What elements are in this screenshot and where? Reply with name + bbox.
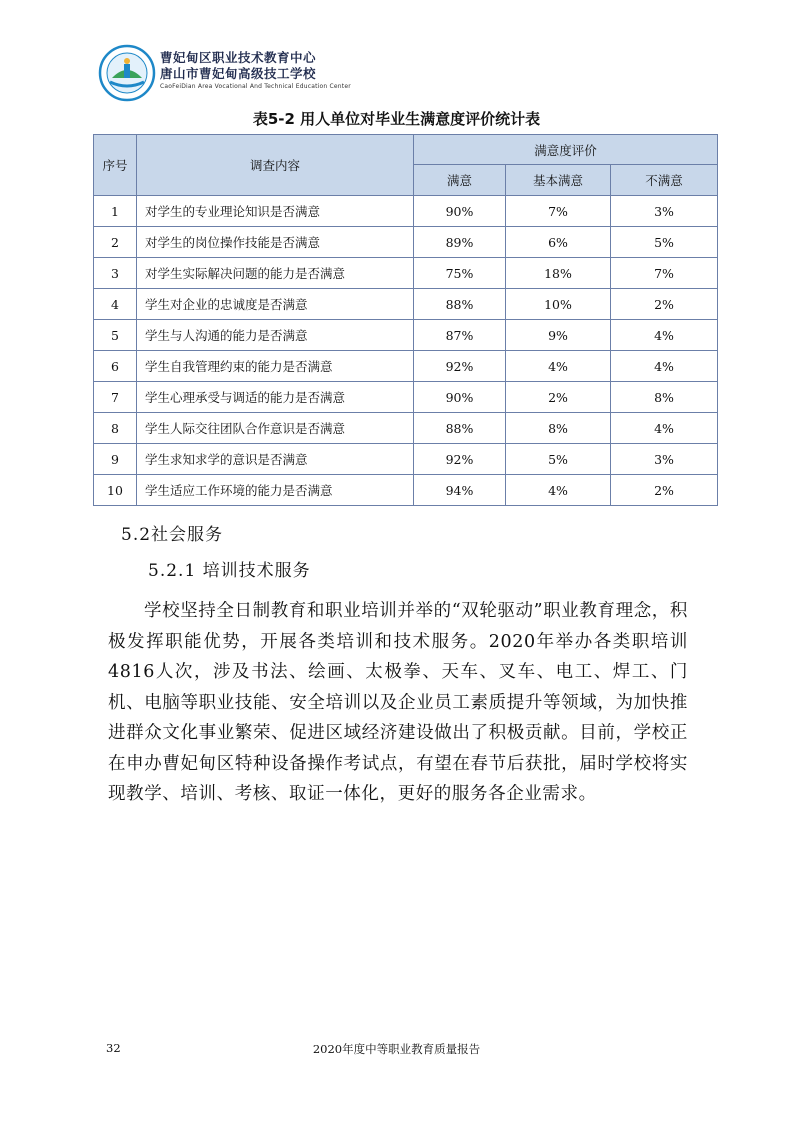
org-name-line1: 曹妃甸区职业技术教育中心 — [160, 50, 317, 65]
row-no: 7 — [94, 382, 137, 413]
row-satisfied: 90% — [414, 196, 506, 227]
row-item: 对学生的岗位操作技能是否满意 — [137, 227, 414, 258]
school-logo-icon — [98, 44, 156, 102]
row-unsatisfied: 4% — [611, 351, 718, 382]
table-row — [94, 444, 718, 475]
row-basic: 4% — [506, 475, 611, 506]
row-unsatisfied: 4% — [611, 413, 718, 444]
row-item: 对学生的专业理论知识是否满意 — [137, 196, 414, 227]
row-item: 学生求知求学的意识是否满意 — [137, 444, 414, 475]
row-item: 学生心理承受与调适的能力是否满意 — [137, 382, 414, 413]
footer-report-title: 2020年度中等职业教育质量报告 — [312, 1042, 481, 1056]
table-row — [94, 351, 718, 382]
section-heading: 5.2社会服务 — [121, 525, 224, 545]
row-no: 2 — [94, 227, 137, 258]
row-satisfied: 92% — [414, 444, 506, 475]
row-no: 3 — [94, 258, 137, 289]
row-unsatisfied: 7% — [611, 258, 718, 289]
row-item: 对学生实际解决问题的能力是否满意 — [137, 258, 414, 289]
row-satisfied: 87% — [414, 320, 506, 351]
subsection-heading: 5.2.1 培训技术服务 — [148, 561, 311, 581]
table-row — [94, 320, 718, 351]
table-row — [94, 196, 718, 227]
row-satisfied: 75% — [414, 258, 506, 289]
row-unsatisfied: 3% — [611, 196, 718, 227]
row-satisfied: 88% — [414, 413, 506, 444]
row-no: 6 — [94, 351, 137, 382]
table-row — [94, 258, 718, 289]
row-basic: 4% — [506, 351, 611, 382]
header-no: 序号 — [94, 135, 137, 196]
row-unsatisfied: 5% — [611, 227, 718, 258]
header-evaluation: 满意度评价 — [414, 135, 718, 165]
row-satisfied: 90% — [414, 382, 506, 413]
row-basic: 8% — [506, 413, 611, 444]
table-title: 表5-2 用人单位对毕业生满意度评价统计表 — [252, 110, 541, 128]
table-row — [94, 289, 718, 320]
row-no: 1 — [94, 196, 137, 227]
row-satisfied: 89% — [414, 227, 506, 258]
table-row — [94, 413, 718, 444]
row-item: 学生适应工作环境的能力是否满意 — [137, 475, 414, 506]
row-item: 学生自我管理约束的能力是否满意 — [137, 351, 414, 382]
row-basic: 7% — [506, 196, 611, 227]
org-name-line2: 唐山市曹妃甸高级技工学校 — [160, 66, 317, 81]
row-item: 学生对企业的忠诚度是否满意 — [137, 289, 414, 320]
header-satisfied: 满意 — [414, 165, 506, 196]
row-basic: 2% — [506, 382, 611, 413]
header-basic-satisfied: 基本满意 — [506, 165, 611, 196]
row-item: 学生与人沟通的能力是否满意 — [137, 320, 414, 351]
table-row — [94, 382, 718, 413]
satisfaction-table — [93, 134, 718, 506]
page-number: 32 — [106, 1041, 121, 1055]
row-no: 5 — [94, 320, 137, 351]
row-no: 10 — [94, 475, 137, 506]
row-basic: 18% — [506, 258, 611, 289]
row-satisfied: 88% — [414, 289, 506, 320]
org-name-english: CaoFeiDian Area Vocational And Technical Education Center — [160, 83, 351, 90]
header-unsatisfied: 不满意 — [611, 165, 718, 196]
row-basic: 5% — [506, 444, 611, 475]
row-satisfied: 92% — [414, 351, 506, 382]
page-header — [98, 44, 398, 102]
row-unsatisfied: 4% — [611, 320, 718, 351]
row-no: 9 — [94, 444, 137, 475]
row-unsatisfied: 3% — [611, 444, 718, 475]
row-no: 8 — [94, 413, 137, 444]
table-row — [94, 475, 718, 506]
body-paragraph — [108, 596, 688, 810]
row-basic: 9% — [506, 320, 611, 351]
row-unsatisfied: 8% — [611, 382, 718, 413]
row-unsatisfied: 2% — [611, 289, 718, 320]
paragraph-text: 学校坚持全日制教育和职业培训并举的“双轮驱动”职业教育理念，积极发挥职能优势，开展各类培训和技术服务。2020年举办各类职培训4816人次，涉及书法、绘画、太极拳、天车、叉车、电工、焊工、门机、电脑等职业技能、安全培训以及企业员工素质提升等领域，为加快推进群众文化事业繁荣、促进区域经济建设做出了积极贡献。目前，学校正在申办曹妃甸区特种设备操作考试点，有望在春节后获批，届时学校将实现教学、培训、考核、取证一体化，更好的服务各企业需求。 — [108, 601, 688, 804]
row-basic: 6% — [506, 227, 611, 258]
table-row — [94, 227, 718, 258]
header-content: 调查内容 — [137, 135, 414, 196]
row-unsatisfied: 2% — [611, 475, 718, 506]
row-item: 学生人际交往团队合作意识是否满意 — [137, 413, 414, 444]
row-no: 4 — [94, 289, 137, 320]
row-basic: 10% — [506, 289, 611, 320]
row-satisfied: 94% — [414, 475, 506, 506]
